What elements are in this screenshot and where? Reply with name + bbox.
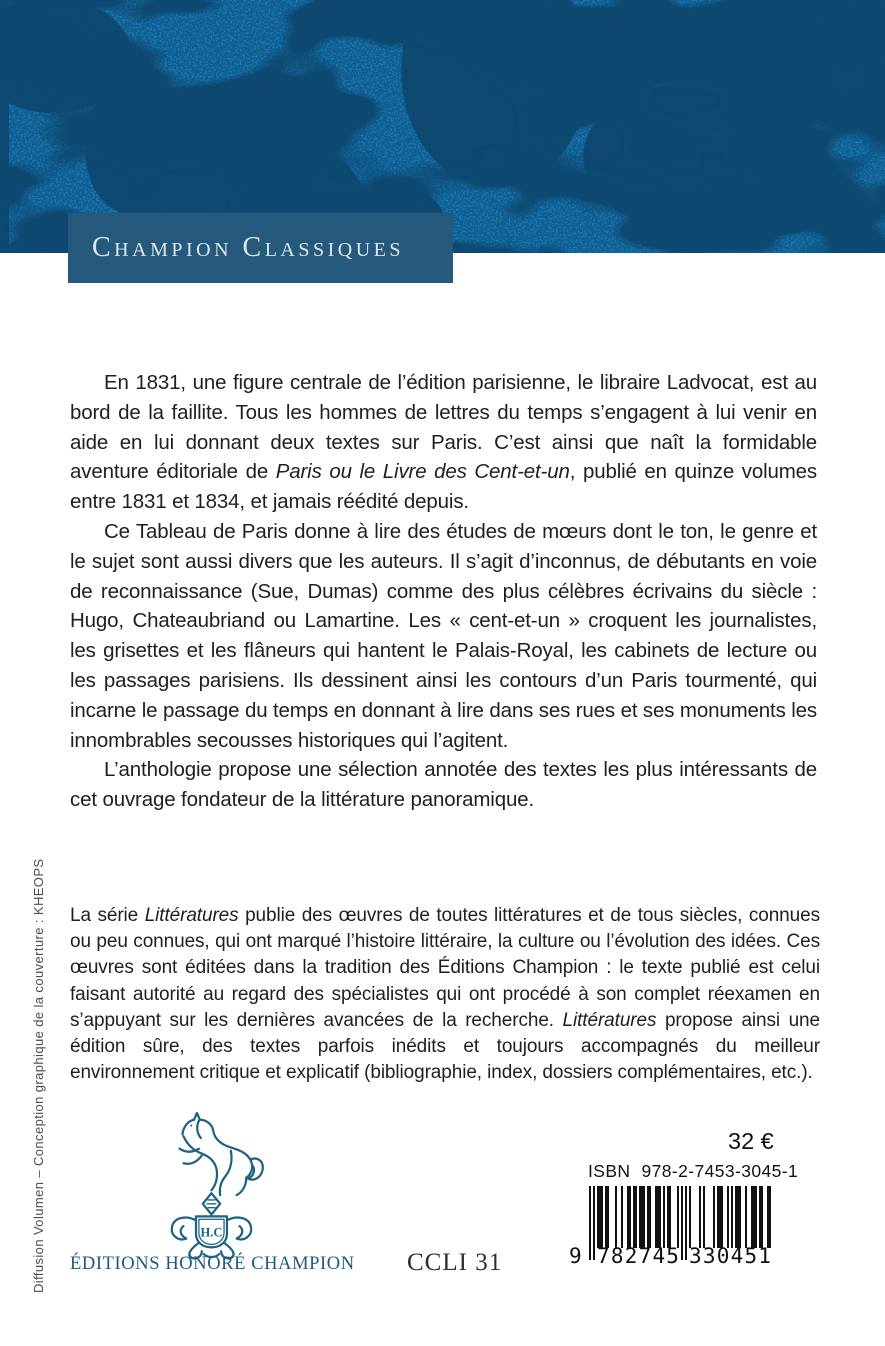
blurb-paragraph: L’anthologie propose une sélection annotée des textes les plus intéressants de cet ouvrage fondateur de la littérature panoramique. [70,758,817,812]
book-blurb [70,368,817,815]
price: 32 € [728,1128,774,1154]
collection-banner [68,213,453,283]
ean13-barcode [569,1186,779,1280]
series-note [70,903,820,1086]
publisher-logo [138,1108,283,1258]
logo-monogram: H.C [200,1225,223,1240]
publisher-name: ÉDITIONS HONORÉ CHAMPION [70,1254,355,1274]
blurb-paragraph: Ce Tableau de Paris donne à lire des études de mœurs dont le ton, le genre et le sujet sont aussi divers que les auteurs. Il s’agit d’inconnus, de débutants en voie de reconnaissance (Sue, Dumas) comme des plus célèbres écrivains du siècle : Hugo, Chateaubriand ou Lamartine. Les « cent-et-un » croquent les journalistes, les grisettes et les flâneurs qui hantent le Palais-Royal, les cabinets de lecture ou les passages parisiens. Ils dessinent ainsi les contours d’un Paris tourmenté, qui incarne le passage du temps en donnant à lire dans ses rues et ses monuments les innombrables secousses historiques qui l’agitent. [70,519,817,752]
barcode-digits-right: 3 3 0 4 5 1 [689,1244,771,1268]
credits-vertical-text: Diffusion Volumen – Conception graphique de la couverture : KHEOPS [31,858,46,1293]
isbn-number: 978-2-7453-3045-1 [641,1161,799,1181]
collection-code: CCLI 31 [407,1249,503,1276]
isbn-line [588,1161,798,1182]
isbn-label: ISBN [588,1161,631,1181]
rearing-horse-crest-icon [138,1108,283,1261]
collection-title: Champion Classiques [92,232,404,263]
series-paragraph: La série Littératures publie des œuvres de toutes littératures et de tous siècles, connues ou peu connues, qui ont marqué l’histoire littéraire, la culture ou l’évolution des idées. Ces œuvres sont éditées dans la tradition des Éditions Champion : le texte publié est celui faisant autorité au regard des spécialistes qui ont procédé à son complet réexamen en s’appuyant sur les dernières avancées de la recherche. Littératures propose ainsi une édition sûre, des textes parfois inédits et toujours accompagnés du meilleur environnement critique et explicatif (bibliographie, index, dossiers complémentaires, etc.). [70,905,820,1084]
barcode-digits-left: 7 8 2 7 4 5 [597,1244,679,1268]
blurb-paragraph: En 1831, une figure centrale de l’édition parisienne, le libraire Ladvocat, est au bord de la faillite. Tous les hommes de lettres du temps s’engagent à lui venir en aide en lui donnant deux textes sur Paris. C’est ainsi que naît la formidable aventure éditoriale de Paris ou le Livre des Cent-et-un, publié en quinze volumes entre 1831 et 1834, et jamais réédité depuis. [70,371,818,514]
barcode-digit-leading: 9 [569,1244,582,1268]
